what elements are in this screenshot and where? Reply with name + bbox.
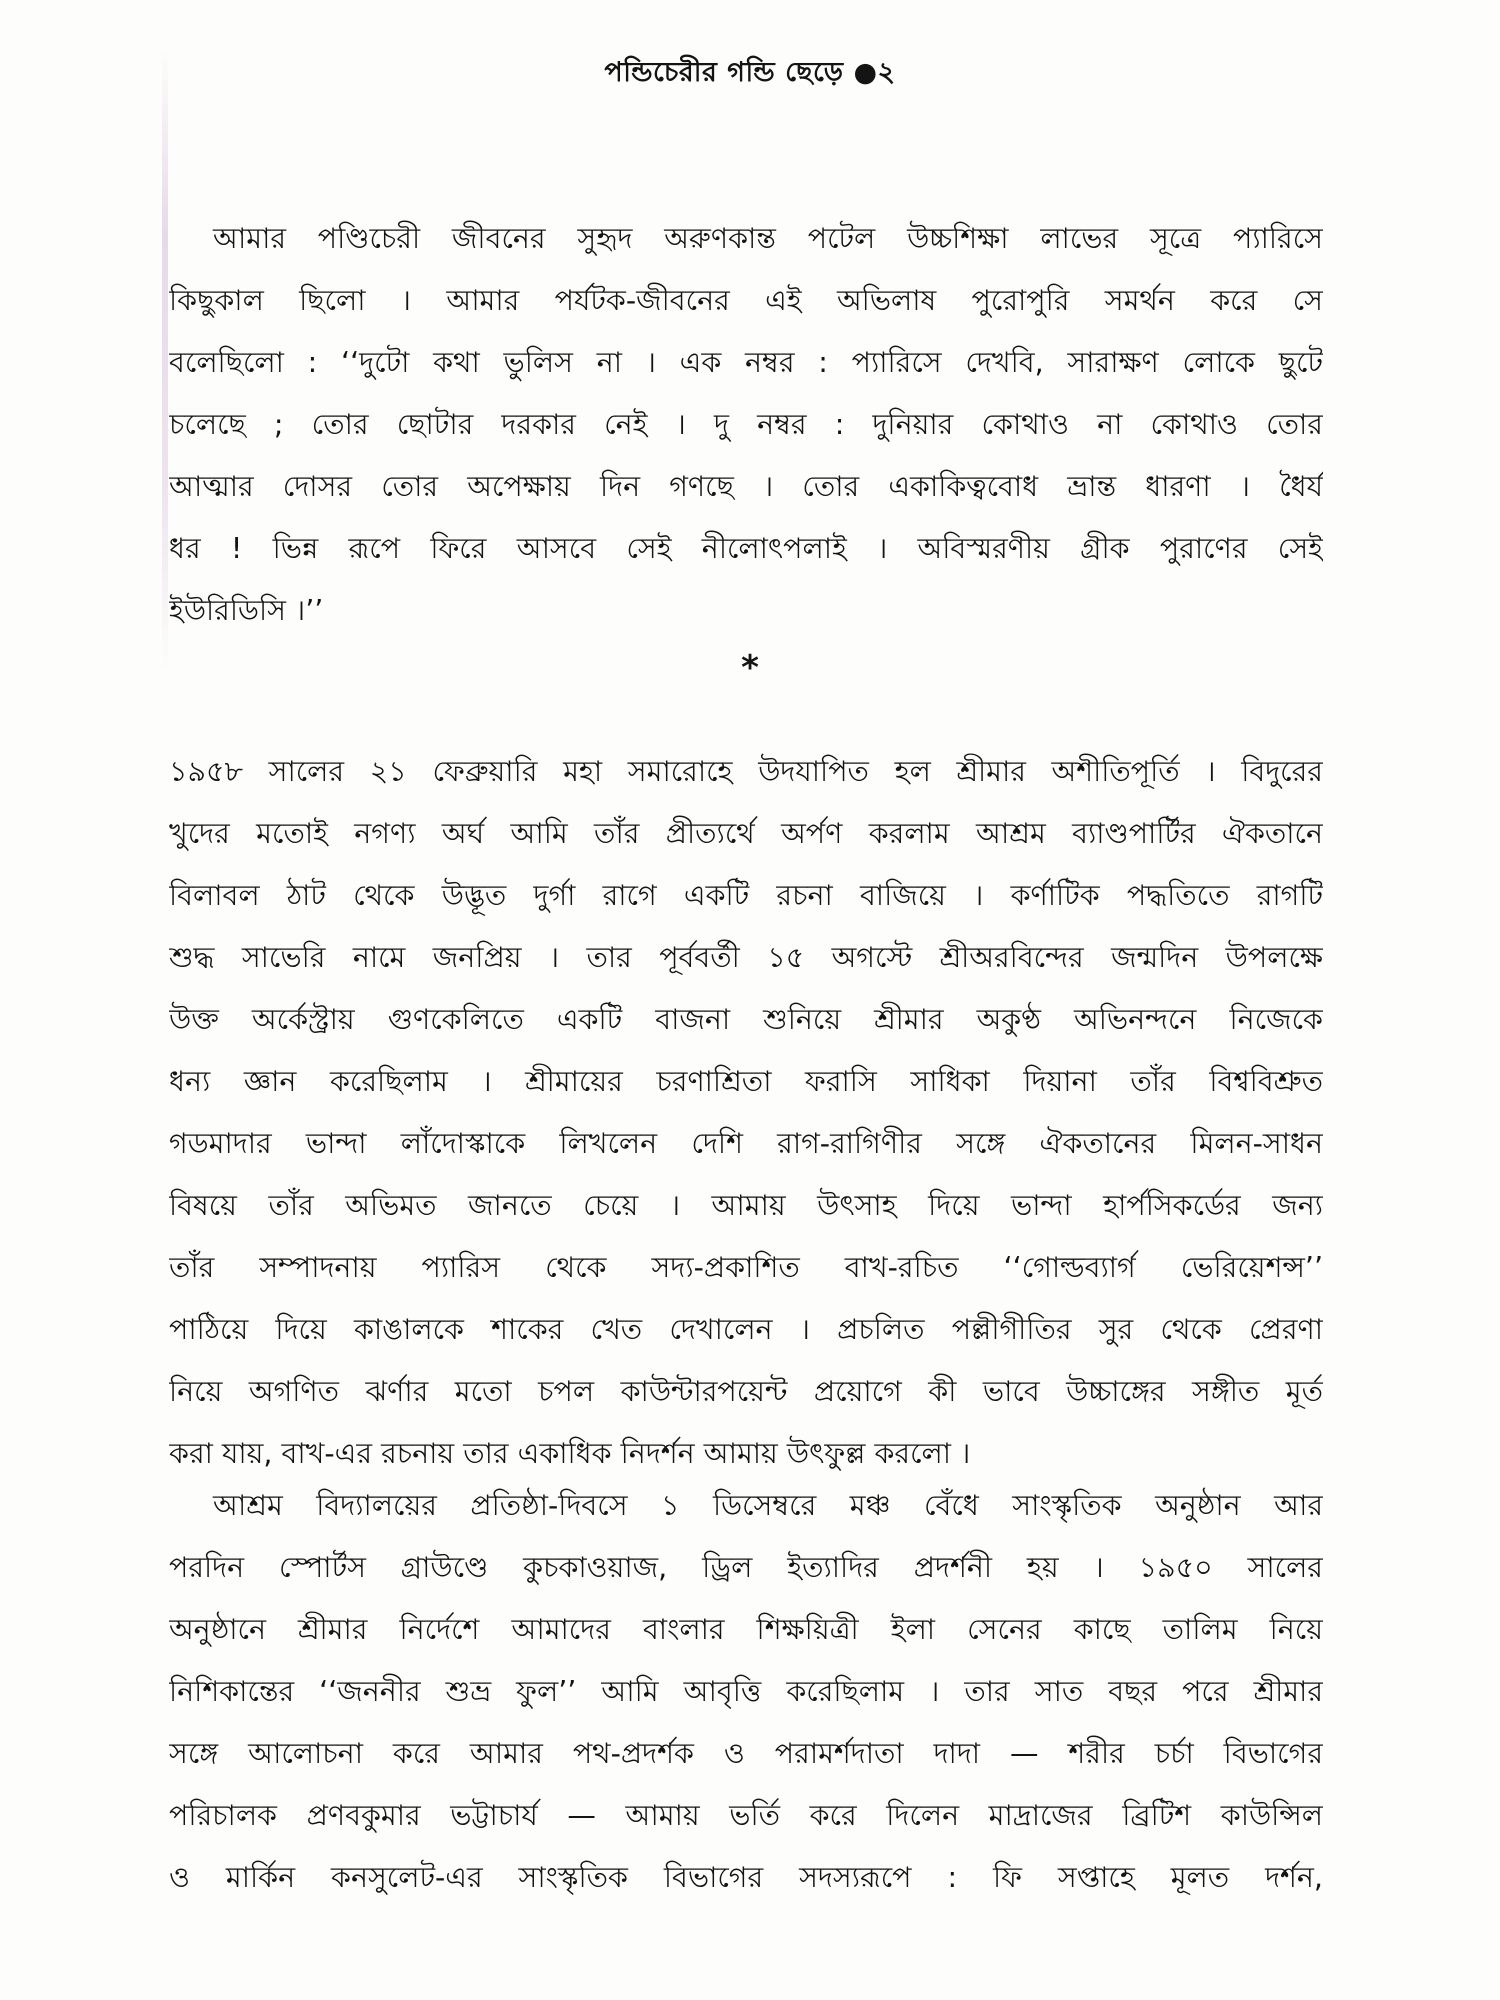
text-line: চলেছে ; তোর ছোটার দরকার নেই । দু নম্বর : দুনিয়ার কোথাও না কোথাও তোর xyxy=(169,408,1323,441)
text-line: অনুষ্ঠানে শ্রীমার নির্দেশে আমাদের বাংলার শিক্ষয়িত্রী ইলা সেনের কাছে তালিম নিয়ে xyxy=(169,1613,1323,1646)
text-line: খুদের মতোই নগণ্য অর্ঘ আমি তাঁর প্রীত্যর্থে অর্পণ করলাম আশ্রম ব্যাণ্ডপার্টির ঐকতানে xyxy=(169,817,1323,850)
text-line: সঙ্গে আলোচনা করে আমার পথ-প্রদর্শক ও পরামর্শদাতা দাদা — শরীর চর্চা বিভাগের xyxy=(169,1737,1323,1770)
text-line: বিষয়ে তাঁর অভিমত জানতে চেয়ে । আমায় উৎসাহ দিয়ে ভান্দা হার্পসিকর্ডের জন্য xyxy=(169,1189,1323,1222)
paragraph-3 xyxy=(169,1475,1323,1909)
text-line: নিয়ে অগণিত ঝর্ণার মতো চপল কাউন্টারপয়েন্ট প্রয়োগে কী ভাবে উচ্চাঙ্গের সঙ্গীত মূর্ত xyxy=(169,1375,1323,1408)
text-line: বিলাবল ঠাট থেকে উদ্ভূত দুর্গা রাগে একটি রচনা বাজিয়ে । কর্ণাটিক পদ্ধতিতে রাগটি xyxy=(169,879,1323,912)
text-line: ১৯৫৮ সালের ২১ ফেব্রুয়ারি মহা সমারোহে উদযাপিত হল শ্রীমার অশীতিপূর্তি । বিদুরের xyxy=(169,755,1323,788)
text-line: শুদ্ধ সাভেরি নামে জনপ্রিয় । তার পূর্ববর্তী ১৫ অগস্টে শ্রীঅরবিন্দের জন্মদিন উপলক্ষে xyxy=(169,941,1323,974)
text-line: ও মার্কিন কনসুলেট-এর সাংস্কৃতিক বিভাগের সদস্যরূপে : ফি সপ্তাহে মূলত দর্শন, xyxy=(169,1861,1323,1894)
text-line: আত্মার দোসর তোর অপেক্ষায় দিন গণছে । তোর একাকিত্ববোধ ভ্রান্ত ধারণা । ধৈর্য xyxy=(169,470,1323,503)
text-line: কিছুকাল ছিলো । আমার পর্যটক-জীবনের এই অভিলাষ পুরোপুরি সমর্থন করে সে xyxy=(169,284,1323,317)
text-line: নিশিকান্তের ‘‘জননীর শুভ্র ফুল’’ আমি আবৃত্তি করেছিলাম । তার সাত বছর পরে শ্রীমার xyxy=(169,1675,1323,1708)
text-line: আশ্রম বিদ্যালয়ের প্রতিষ্ঠা-দিবসে ১ ডিসেম্বরে মঞ্চ বেঁধে সাংস্কৃতিক অনুষ্ঠান আর xyxy=(213,1489,1323,1522)
text-line: ধন্য জ্ঞান করেছিলাম । শ্রীমায়ের চরণাশ্রিতা ফরাসি সাধিকা দিয়ানা তাঁর বিশ্ববিশ্রুত xyxy=(169,1065,1323,1098)
paragraph-1 xyxy=(169,208,1323,642)
text-line: পরদিন স্পোর্টস গ্রাউণ্ডে কুচকাওয়াজ, ড্রিল ইত্যাদির প্রদর্শনী হয় । ১৯৫০ সালের xyxy=(169,1551,1323,1584)
text-line: করা যায়, বাখ-এর রচনায় তার একাধিক নিদর্শন আমায় উৎফুল্ল করলো । xyxy=(169,1437,971,1470)
text-line: গডমাদার ভান্দা লাঁদোস্কাকে লিখলেন দেশি রাগ-রাগিণীর সঙ্গে ঐকতানের মিলন-সাধন xyxy=(169,1127,1323,1160)
text-line: পরিচালক প্রণবকুমার ভট্টাচার্য — আমায় ভর্তি করে দিলেন মাদ্রাজের ব্রিটিশ কাউন্সিল xyxy=(169,1799,1323,1832)
text-line: আমার পণ্ডিচেরী জীবনের সুহৃদ অরুণকান্ত পটেল উচ্চশিক্ষা লাভের সূত্রে প্যারিসে xyxy=(213,222,1323,255)
text-line: তাঁর সম্পাদনায় প্যারিস থেকে সদ্য-প্রকাশিত বাখ-রচিত ‘‘গোল্ডব্যার্গ ভেরিয়েশন্স’’ xyxy=(169,1251,1323,1284)
text-line: পাঠিয়ে দিয়ে কাঙালকে শাকের খেত দেখালেন । প্রচলিত পল্লীগীতির সুর থেকে প্রেরণা xyxy=(169,1313,1323,1346)
margin-stain xyxy=(162,50,168,670)
paragraph-2 xyxy=(169,741,1323,1485)
text-line: ধর ! ভিন্ন রূপে ফিরে আসবে সেই নীলোৎপলাই । অবিস্মরণীয় গ্রীক পুরাণের সেই xyxy=(169,532,1323,565)
text-line: উক্ত অর্কেস্ট্রায় গুণকেলিতে একটি বাজনা শুনিয়ে শ্রীমার অকুণ্ঠ অভিনন্দনে নিজেকে xyxy=(169,1003,1323,1036)
text-line: বলেছিলো : ‘‘দুটো কথা ভুলিস না । এক নম্বর : প্যারিসে দেখবি, সারাক্ষণ লোকে ছুটে xyxy=(169,346,1323,379)
running-head: পন্ডিচেরীর গন্ডি ছেড়ে ●২ xyxy=(604,57,896,88)
section-separator: * xyxy=(741,648,759,688)
text-line: ইউরিডিসি ।’’ xyxy=(169,594,324,627)
